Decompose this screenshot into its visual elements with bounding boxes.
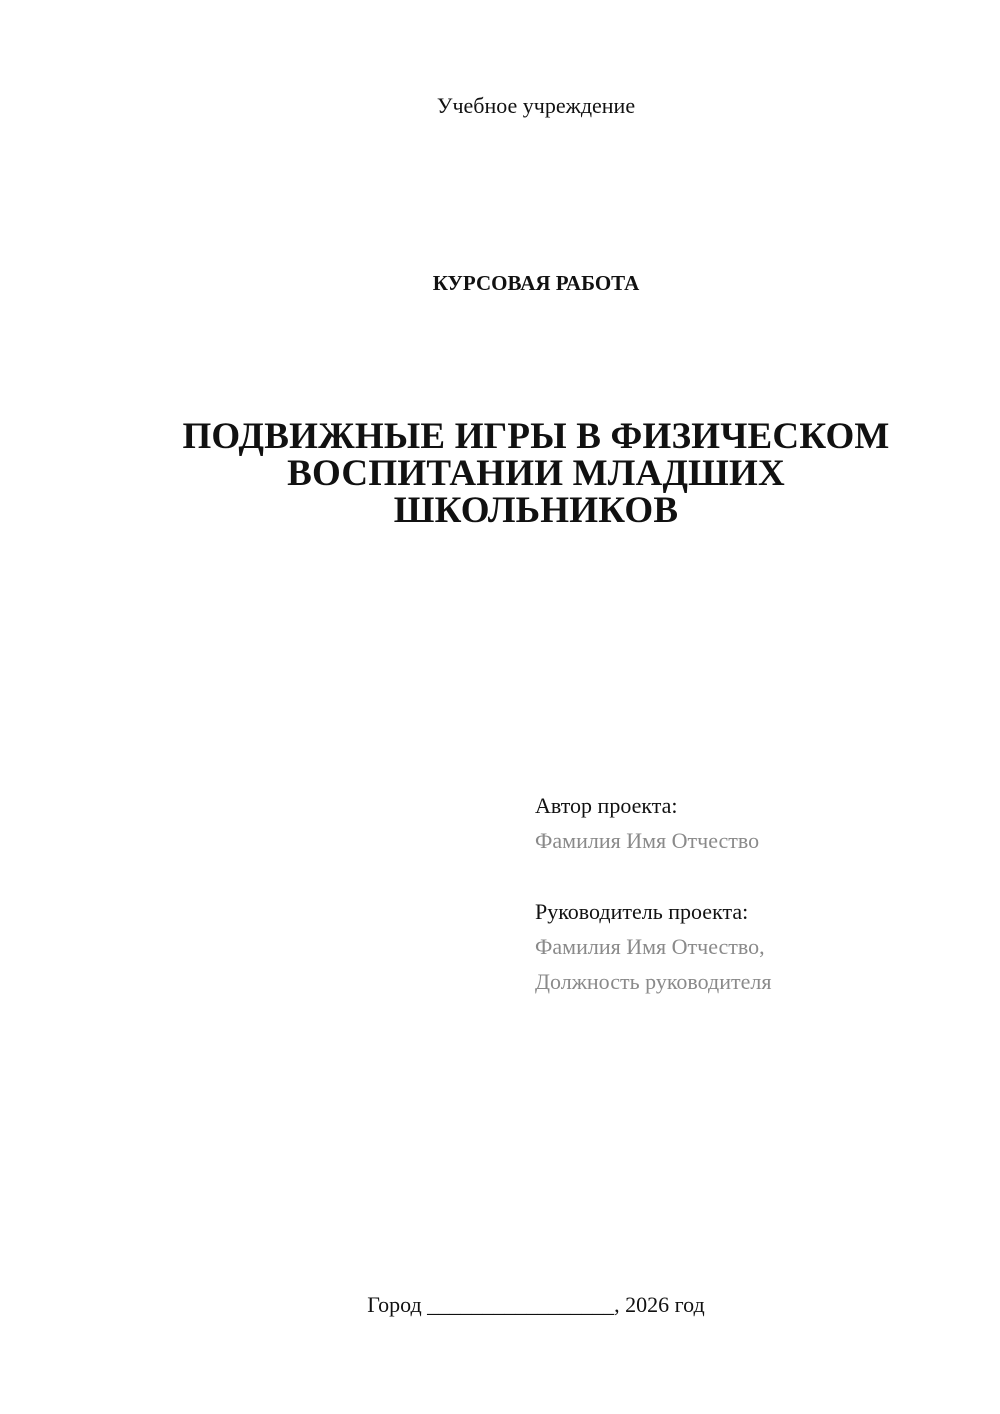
- supervisor-label: Руководитель проекта:: [535, 899, 749, 924]
- institution-name: Учебное учреждение: [436, 93, 636, 118]
- document-title: [150, 418, 922, 529]
- title-line: ПОДВИЖНЫЕ ИГРЫ В ФИЗИЧЕСКОМ: [182, 416, 890, 457]
- title-line: ВОСПИТАНИИ МЛАДШИХ: [287, 453, 785, 494]
- spacer: [535, 858, 975, 894]
- supervisor-position-placeholder: Должность руководителя: [535, 969, 772, 994]
- city-year-line: Город _________________, 2026 год: [367, 1292, 705, 1317]
- title-line: ШКОЛЬНИКОВ: [393, 490, 679, 531]
- author-label: Автор проекта:: [535, 793, 678, 818]
- credits-block: [535, 788, 975, 999]
- supervisor-name-placeholder: Фамилия Имя Отчество,: [535, 934, 765, 959]
- document-type-label: КУРСОВАЯ РАБОТА: [432, 271, 640, 295]
- author-name-placeholder: Фамилия Имя Отчество: [535, 828, 760, 853]
